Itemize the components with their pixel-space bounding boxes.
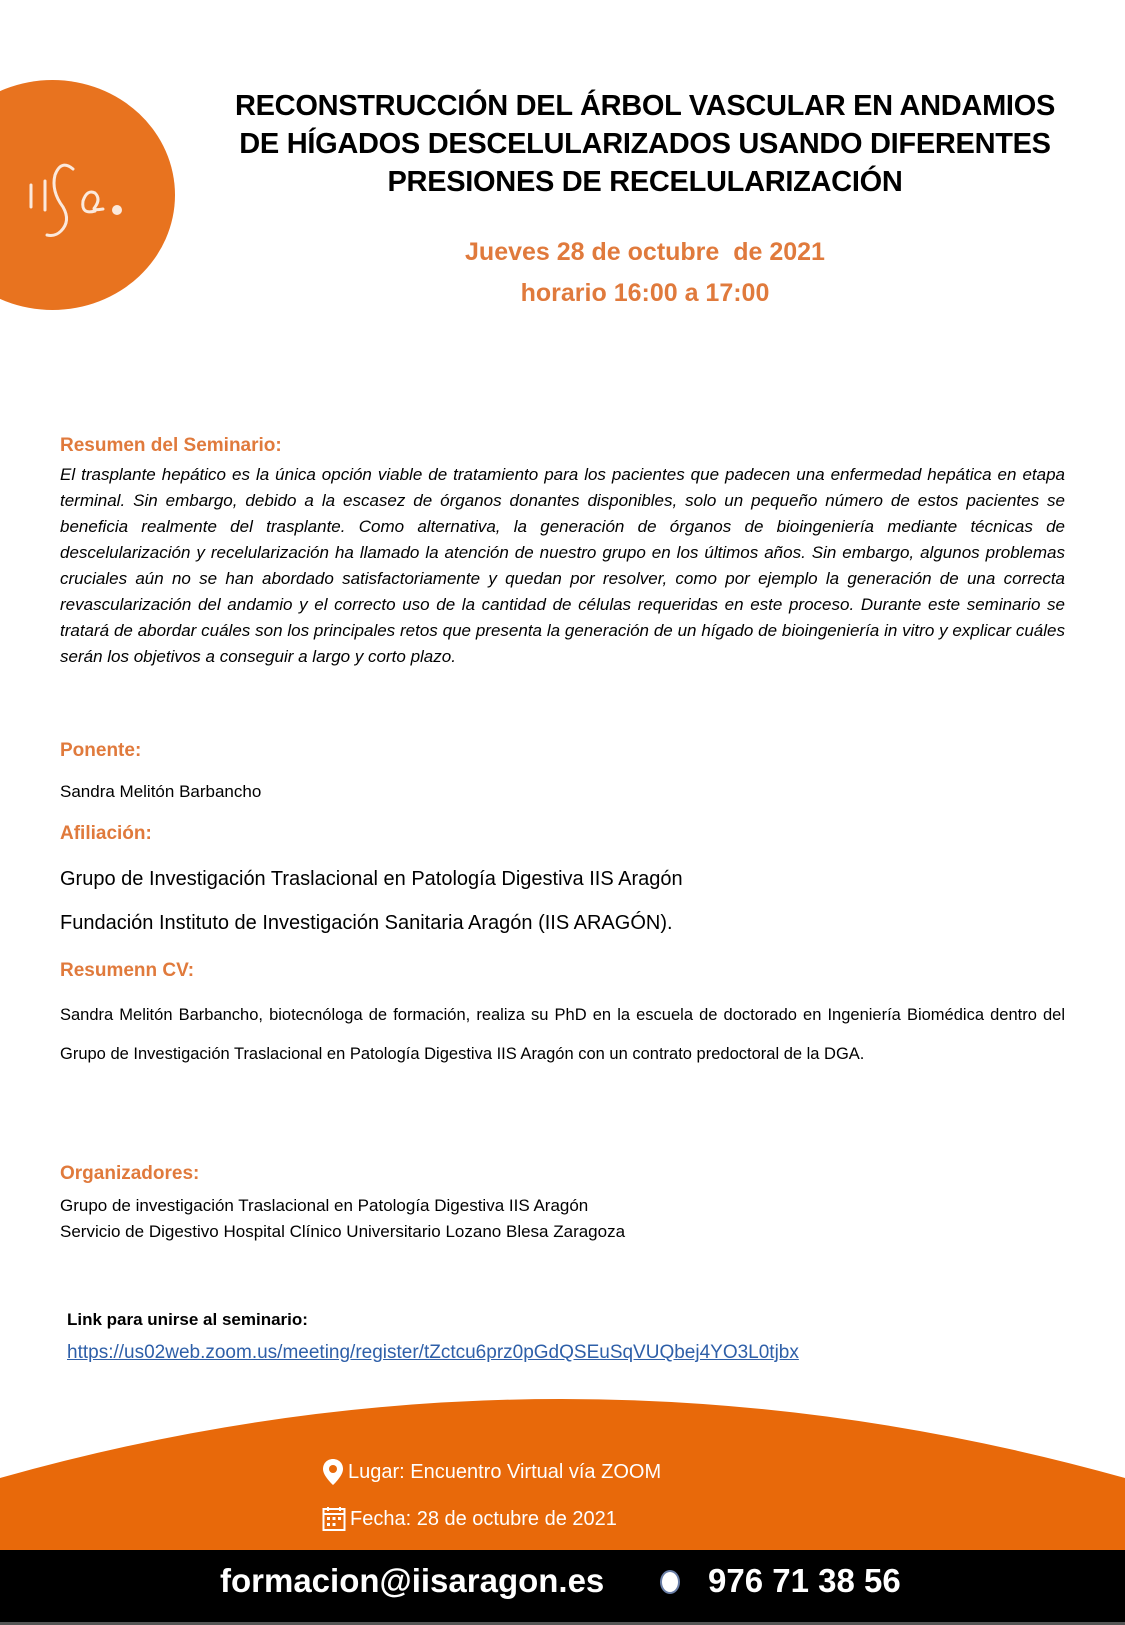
phone-icon	[660, 1570, 680, 1594]
contact-email[interactable]: formacion@iisaragon.es	[220, 1562, 605, 1599]
iisa-logo-glyphs	[25, 155, 155, 245]
seminar-title	[170, 87, 1120, 201]
footer-place	[322, 1458, 661, 1486]
speaker-name: Sandra Melitón Barbancho	[60, 782, 262, 801]
seminar-schedule: horario 16:00 a 17:00	[520, 279, 770, 307]
contact-bar	[0, 1550, 1125, 1625]
affiliation-line: Grupo de Investigación Traslacional en Patología Digestiva IIS Aragón	[60, 868, 683, 890]
cv-label: Resumenn CV:	[60, 960, 195, 981]
join-link[interactable]: https://us02web.zoom.us/meeting/register/tZctcu6prz0pGdQSEuSqVUQbej4YO3L0tjbx	[67, 1342, 799, 1363]
affiliation-line: Fundación Instituto de Investigación Sanitaria Aragón (IIS ARAGÓN).	[60, 912, 673, 934]
title-line: DE HÍGADOS DESCELULARIZADOS USANDO DIFERENTES	[239, 128, 1051, 160]
footer-date	[322, 1506, 617, 1532]
organizer-line: Servicio de Digestivo Hospital Clínico Universitario Lozano Blesa Zaragoza	[60, 1222, 626, 1241]
iisa-logo	[0, 80, 175, 310]
cv-text: Sandra Melitón Barbancho, biotecnóloga de formación, realiza su PhD en la escuela de doctorado en Ingeniería Biomédica dentro del Grupo de Investigación Traslacional en Patología Digestiva IIS Aragón con un contrato predoctoral de la DGA.	[60, 1006, 1065, 1063]
title-line: RECONSTRUCCIÓN DEL ÁRBOL VASCULAR EN ANDAMIOS	[234, 90, 1055, 122]
date-text: Fecha: 28 de octubre de 2021	[350, 1507, 617, 1530]
join-link-label: Link para unirse al seminario:	[67, 1310, 308, 1329]
contact-phone[interactable]: 976 71 38 56	[708, 1562, 901, 1599]
summary-text: El trasplante hepático es la única opción viable de tratamiento para los pacientes que padecen una enfermedad hepática en etapa terminal. Sin embargo, debido a la escasez de órganos donantes disponibles, solo un pequeño número de estos pacientes se beneficia realmente del trasplante. Como alternativa, la generación de órganos de bioingeniería mediante técnicas de descelularización y recelularización ha llamado la atención de nuestro grupo en los últimos años. Sin embargo, algunos problemas cruciales aún no se han abordado satisfactoriamente y quedan por resolver, como por ejemplo la generación de una correcta revascularización del andamio y el correcto uso de la cantidad de células requeridas en este proceso. Durante este seminario se tratará de abordar cuáles son los principales retos que presenta la generación de un hígado de bioingeniería in vitro y explicar cuáles serán los objetivos a conseguir a largo y corto plazo.	[60, 465, 1065, 666]
speaker-label: Ponente:	[60, 740, 142, 761]
place-text: Lugar: Encuentro Virtual vía ZOOM	[348, 1460, 662, 1483]
organizer-line: Grupo de investigación Traslacional en Patología Digestiva IIS Aragón	[60, 1196, 589, 1215]
map-pin-icon	[322, 1458, 344, 1486]
seminar-date: Jueves 28 de octubre de 2021	[465, 238, 825, 266]
organizers-label: Organizadores:	[60, 1163, 200, 1184]
title-line: PRESIONES DE RECELULARIZACIÓN	[387, 166, 903, 198]
summary-label: Resumen del Seminario:	[60, 435, 282, 456]
affiliation-label: Afiliación:	[60, 823, 152, 844]
calendar-icon	[322, 1506, 346, 1532]
